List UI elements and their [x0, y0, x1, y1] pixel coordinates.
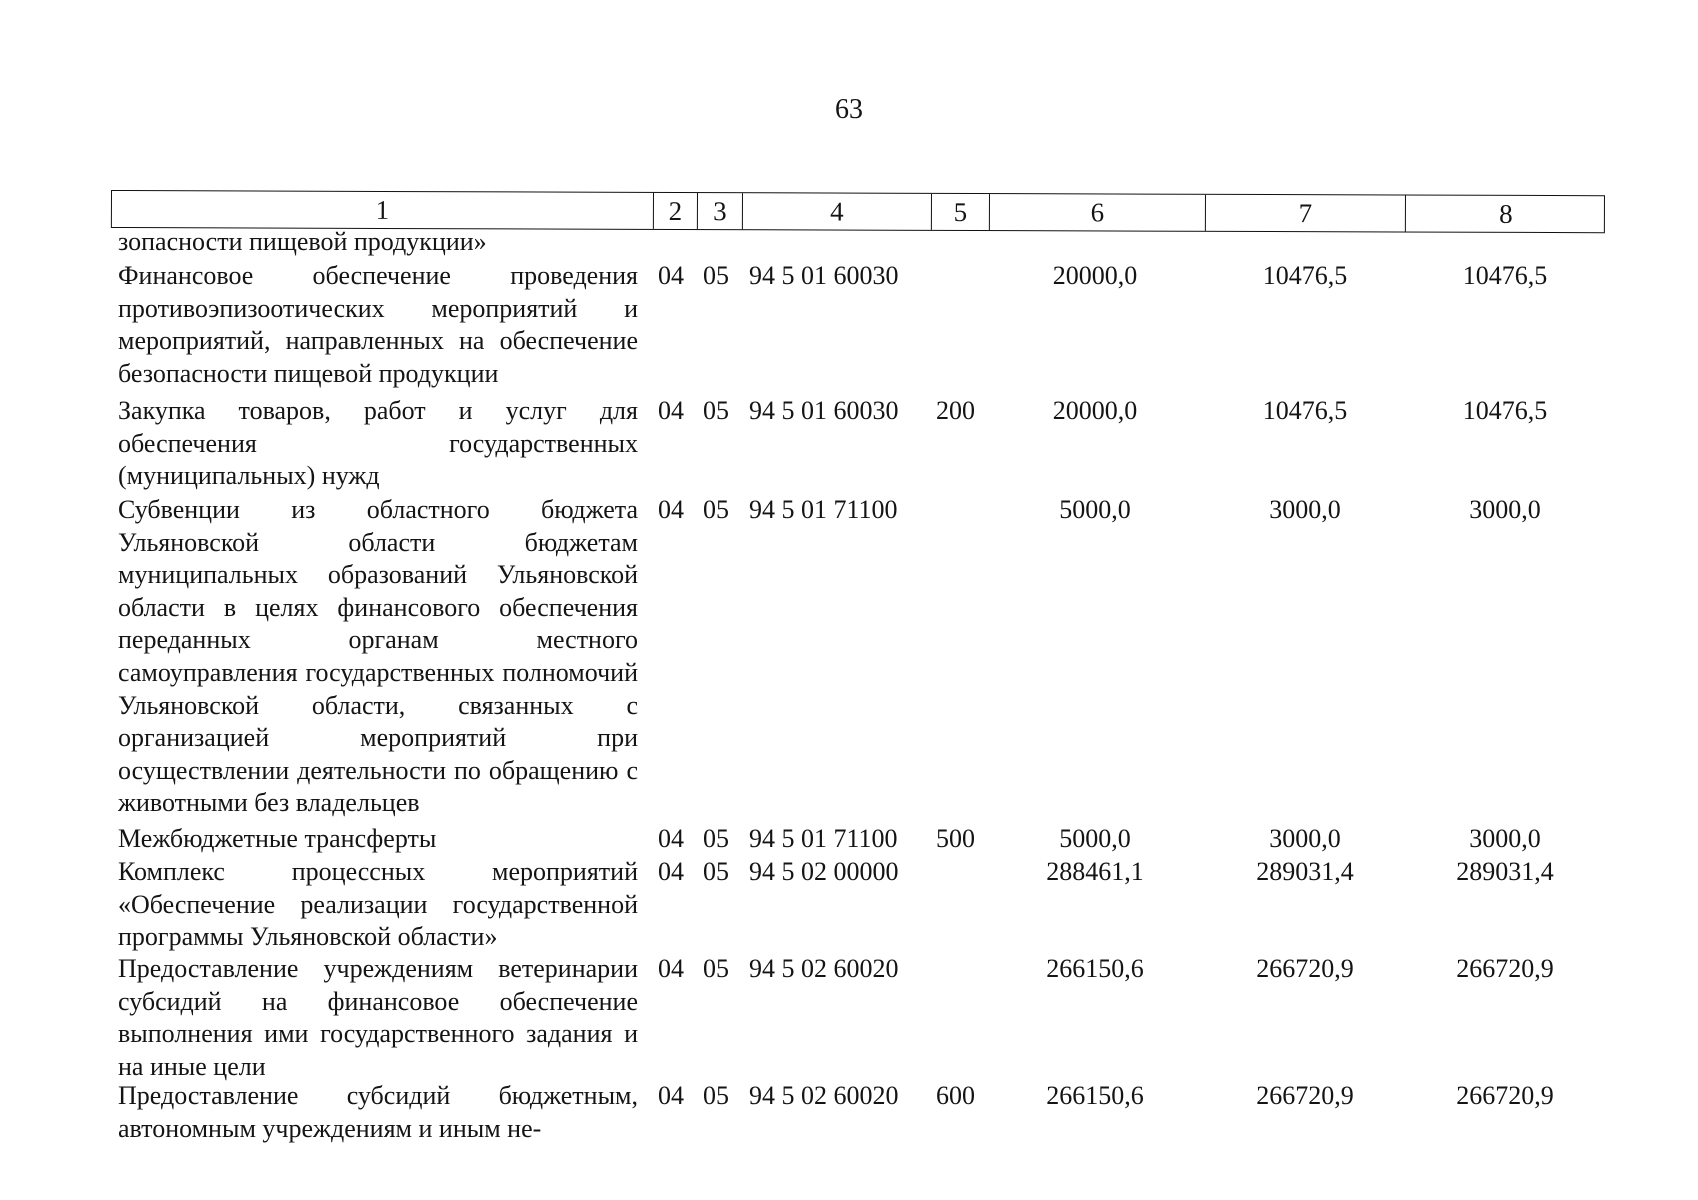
- row-target-code: 94 5 01 71100: [749, 495, 898, 524]
- row-section: 04: [658, 261, 684, 290]
- row-target-code: 94 5 02 60020: [749, 1081, 899, 1110]
- row-section: 04: [658, 396, 684, 425]
- row-name: Предоставление учреждениям ветеринарии субсидий на финансовое обеспечение выполнения ими государственного задания и на иные цели: [118, 954, 638, 1081]
- row-amount-col7: 3000,0: [1269, 824, 1341, 853]
- row-amount-col6: 20000,0: [1052, 261, 1138, 290]
- row-subsection: 05: [703, 1081, 729, 1110]
- row-name: Финансовое обеспечение проведения противоэпизоотических мероприятий и мероприятий, направленных на обеспечение безопасности пищевой продукции: [118, 261, 638, 388]
- row-section: 04: [658, 954, 684, 983]
- row-target-code: 94 5 01 60030: [749, 396, 899, 425]
- row-amount-col6: 5000,0: [1059, 495, 1131, 524]
- page-number: 63: [835, 94, 863, 125]
- row-amount-col7: 10476,5: [1262, 396, 1348, 425]
- row-subsection: 05: [703, 824, 729, 853]
- header-col-6: 6: [990, 194, 1206, 231]
- row-amount-col7: 10476,5: [1262, 261, 1348, 290]
- row-amount-col8: 289031,4: [1456, 857, 1554, 886]
- header-col-2: 2: [654, 193, 698, 229]
- header-col-5: 5: [932, 194, 990, 230]
- row-amount-col8: 266720,9: [1456, 954, 1554, 983]
- row-amount-col8: 3000,0: [1469, 495, 1541, 524]
- row-amount-col6: 20000,0: [1052, 396, 1138, 425]
- row-amount-col6: 288461,1: [1046, 857, 1144, 886]
- row-amount-col8: 3000,0: [1469, 824, 1541, 853]
- header-col-7: 7: [1206, 195, 1406, 232]
- row-amount-col8: 10476,5: [1462, 396, 1548, 425]
- row-name: зопасности пищевой продукции»: [118, 227, 487, 256]
- row-amount-col7: 266720,9: [1256, 954, 1354, 983]
- row-subsection: 05: [703, 954, 729, 983]
- header-col-3: 3: [698, 193, 743, 229]
- row-name: Предоставление субсидий бюджетным, автономным учреждениям и иным не-: [118, 1081, 638, 1143]
- row-amount-col6: 266150,6: [1046, 954, 1144, 983]
- row-name: Закупка товаров, работ и услуг для обеспечения государственных (муниципальных) нужд: [118, 396, 638, 491]
- header-col-1: 1: [112, 191, 654, 229]
- row-amount-col6: 266150,6: [1046, 1081, 1144, 1110]
- row-amount-col6: 5000,0: [1059, 824, 1131, 853]
- row-section: 04: [658, 857, 684, 886]
- row-section: 04: [658, 495, 684, 524]
- row-target-code: 94 5 01 71100: [749, 824, 898, 853]
- row-subsection: 05: [703, 495, 729, 524]
- row-subsection: 05: [703, 857, 729, 886]
- row-subsection: 05: [703, 396, 729, 425]
- row-amount-col7: 3000,0: [1269, 495, 1341, 524]
- header-col-8: 8: [1499, 198, 1513, 229]
- row-name: Субвенции из областного бюджета Ульяновской области бюджетам муниципальных образований Ульяновской области в целях финансового обеспечения переданных органам местного самоуправления государственных полномочий Ульяновской области, связанных с организацией мероприятий при осуществлении деятельности по обращению с животными без владельцев: [118, 495, 638, 818]
- row-amount-col7: 266720,9: [1256, 1081, 1354, 1110]
- row-amount-col7: 289031,4: [1256, 857, 1354, 886]
- row-subsection: 05: [703, 261, 729, 290]
- row-amount-col8: 10476,5: [1462, 261, 1548, 290]
- row-expense-type: 600: [936, 1081, 975, 1110]
- row-target-code: 94 5 01 60030: [749, 261, 899, 290]
- row-section: 04: [658, 1081, 684, 1110]
- row-section: 04: [658, 824, 684, 853]
- row-target-code: 94 5 02 60020: [749, 954, 899, 983]
- row-name: Межбюджетные трансферты: [118, 824, 437, 853]
- row-name: Комплекс процессных мероприятий «Обеспечение реализации государственной программы Ульяновской области»: [118, 857, 638, 952]
- row-expense-type: 500: [936, 824, 975, 853]
- row-target-code: 94 5 02 00000: [749, 857, 899, 886]
- header-col-4: 4: [743, 193, 932, 230]
- row-expense-type: 200: [936, 396, 975, 425]
- row-amount-col8: 266720,9: [1456, 1081, 1554, 1110]
